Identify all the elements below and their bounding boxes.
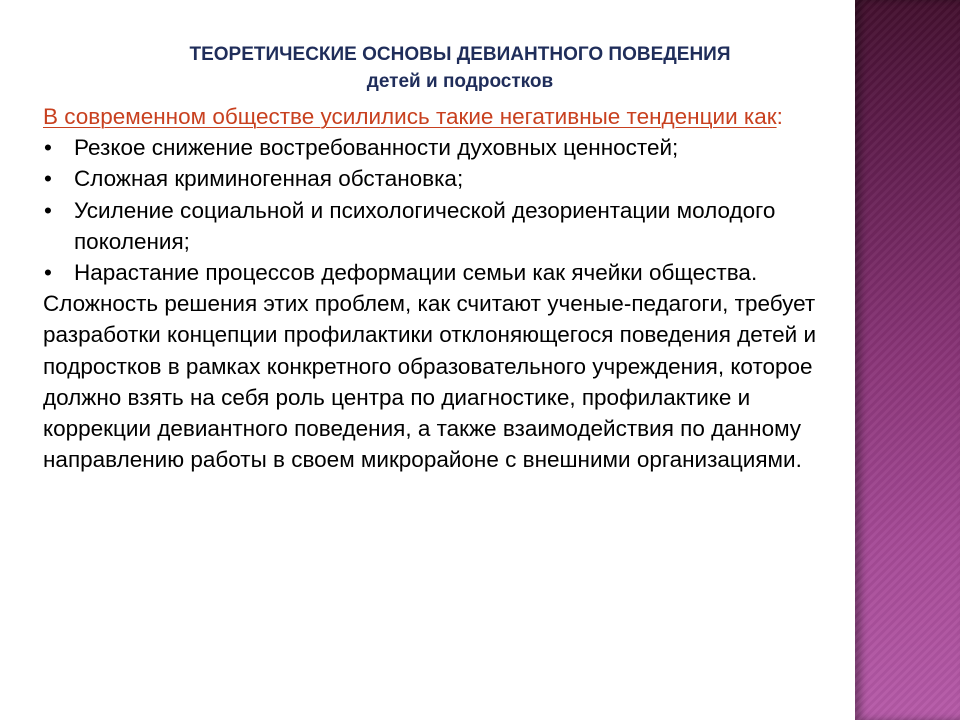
intro-text [43, 101, 863, 132]
bullet-icon: • [44, 135, 52, 161]
bullet-icon: • [44, 260, 52, 286]
bullet-item [43, 195, 863, 257]
bullet-icon: • [44, 166, 52, 192]
bullet-item [43, 163, 863, 194]
slide-title-line-2: детей и подростков [366, 71, 554, 92]
intro-underlined-text: В современном обществе усилились такие негативные тенденции как [43, 104, 777, 129]
slide-title [60, 41, 860, 95]
decorative-side-band [855, 0, 960, 720]
bullet-list [43, 132, 863, 288]
intro-suffix: : [776, 104, 783, 129]
bullet-text: Усиление социальной и психологической дезориентации молодого поколения; [74, 197, 776, 254]
side-band-texture [855, 0, 960, 720]
slide-title-line-1: ТЕОРЕТИЧЕСКИЕ ОСНОВЫ ДЕВИАНТНОГО ПОВЕДЕНИЯ [189, 44, 731, 65]
bullet-icon: • [44, 197, 52, 223]
bullet-text: Резкое снижение востребованности духовных ценностей; [74, 135, 679, 161]
slide-content [43, 101, 863, 475]
bullet-item [43, 257, 863, 288]
bullet-text: Нарастание процессов деформации семьи как ячейки общества. [74, 260, 758, 286]
bullet-item [43, 132, 863, 163]
bullet-text: Сложная криминогенная обстановка; [74, 166, 464, 192]
body-paragraph: Сложность решения этих проблем, как считают ученые-педагоги, требует разработки концепции профилактики отклоняющегося поведения детей и подростков в рамках конкретного образовательного учреждения, которое должно взять на себя роль центра по диагностике, профилактике и коррекции девиантного поведения, а также взаимодействия по данному направлению работы в своем микрорайоне с внешними организациями. [43, 291, 817, 473]
